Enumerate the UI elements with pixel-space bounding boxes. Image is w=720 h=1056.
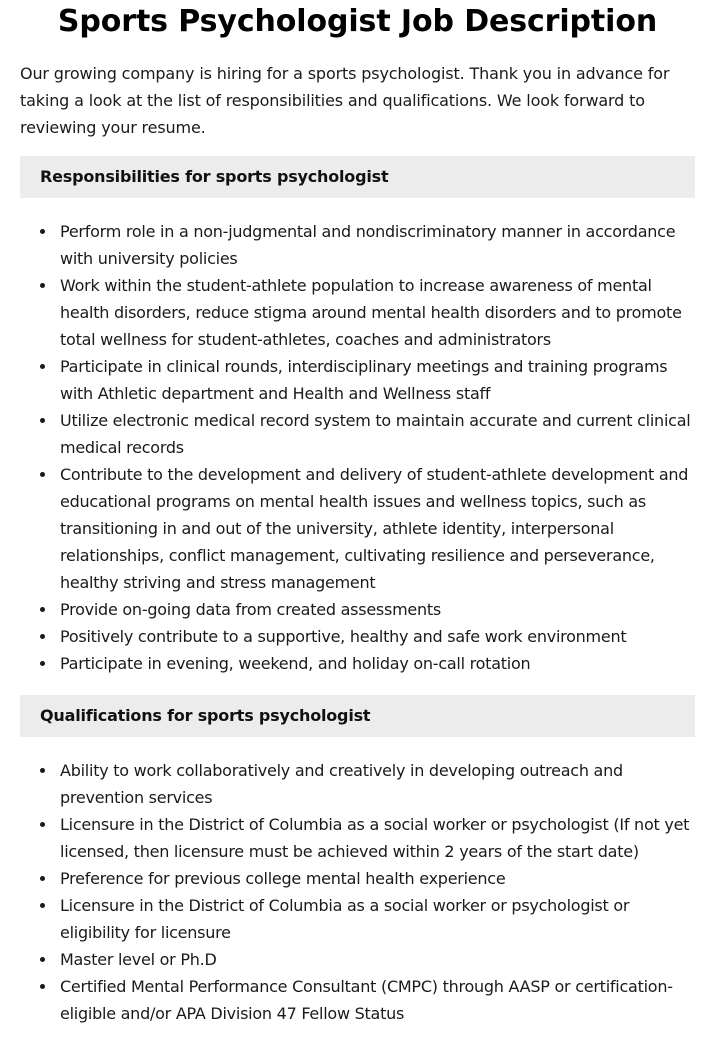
bullet-icon (40, 822, 45, 827)
list-item-text: Provide on-going data from created assessments (60, 600, 442, 619)
bullet-icon (40, 661, 45, 666)
bullet-icon (40, 634, 45, 639)
list-item-text: Master level or Ph.D (60, 950, 217, 969)
bullet-icon (40, 876, 45, 881)
list-item (20, 865, 695, 892)
bullet-icon (40, 472, 45, 477)
list-item-text: Contribute to the development and delivery of student-athlete development and educational programs on mental health issues and wellness topics, such as transitioning in and out of the university, athlete identity, interpersonal relationships, conflict management, cultivating resilience and perseverance, healthy striving and stress management (60, 465, 689, 592)
list-item (20, 946, 695, 973)
bullet-icon (40, 364, 45, 369)
list-item-text: Participate in evening, weekend, and holiday on-call rotation (60, 654, 531, 673)
bullet-icon (40, 984, 45, 989)
list-item (20, 596, 695, 623)
bullet-icon (40, 607, 45, 612)
page-title: Sports Psychologist Job Description (57, 4, 658, 39)
list-item-text: Work within the student-athlete population to increase awareness of mental health disorders, reduce stigma around mental health disorders and to promote total wellness for student-athletes, coaches and administrators (60, 276, 682, 349)
list-item-text: Licensure in the District of Columbia as a social worker or psychologist or eligibility for licensure (60, 896, 630, 942)
list-item-text: Perform role in a non-judgmental and nondiscriminatory manner in accordance with university policies (60, 222, 676, 268)
list-item (20, 973, 695, 1027)
bullet-icon (40, 768, 45, 773)
list-item-text: Utilize electronic medical record system to maintain accurate and current clinical medical records (60, 411, 691, 457)
bullet-icon (40, 229, 45, 234)
responsibilities-list (20, 218, 695, 677)
bullet-icon (40, 418, 45, 423)
qualifications-heading: Qualifications for sports psychologist (20, 695, 695, 737)
list-item-text: Certified Mental Performance Consultant (CMPC) through AASP or certification-eligible and/or APA Division 47 Fellow Status (60, 977, 673, 1023)
list-item (20, 757, 695, 811)
list-item (20, 461, 695, 596)
list-item-text: Licensure in the District of Columbia as a social worker or psychologist (If not yet licensed, then licensure must be achieved within 2 years of the start date) (60, 815, 690, 861)
bullet-icon (40, 903, 45, 908)
list-item (20, 218, 695, 272)
list-item-text: Preference for previous college mental health experience (60, 869, 506, 888)
list-item (20, 407, 695, 461)
intro-paragraph: Our growing company is hiring for a sports psychologist. Thank you in advance for taking a look at the list of responsibilities and qualifications. We look forward to reviewing your resume. (20, 64, 670, 137)
list-item (20, 272, 695, 353)
list-item (20, 623, 695, 650)
bullet-icon (40, 957, 45, 962)
list-item (20, 650, 695, 677)
list-item (20, 353, 695, 407)
list-item-text: Participate in clinical rounds, interdisciplinary meetings and training programs with Athletic department and Health and Wellness staff (60, 357, 668, 403)
list-item (20, 811, 695, 865)
qualifications-list (20, 757, 695, 1027)
list-item-text: Positively contribute to a supportive, healthy and safe work environment (60, 627, 627, 646)
list-item (20, 892, 695, 946)
responsibilities-heading: Responsibilities for sports psychologist (20, 156, 695, 198)
list-item-text: Ability to work collaboratively and creatively in developing outreach and prevention services (60, 761, 623, 807)
bullet-icon (40, 283, 45, 288)
